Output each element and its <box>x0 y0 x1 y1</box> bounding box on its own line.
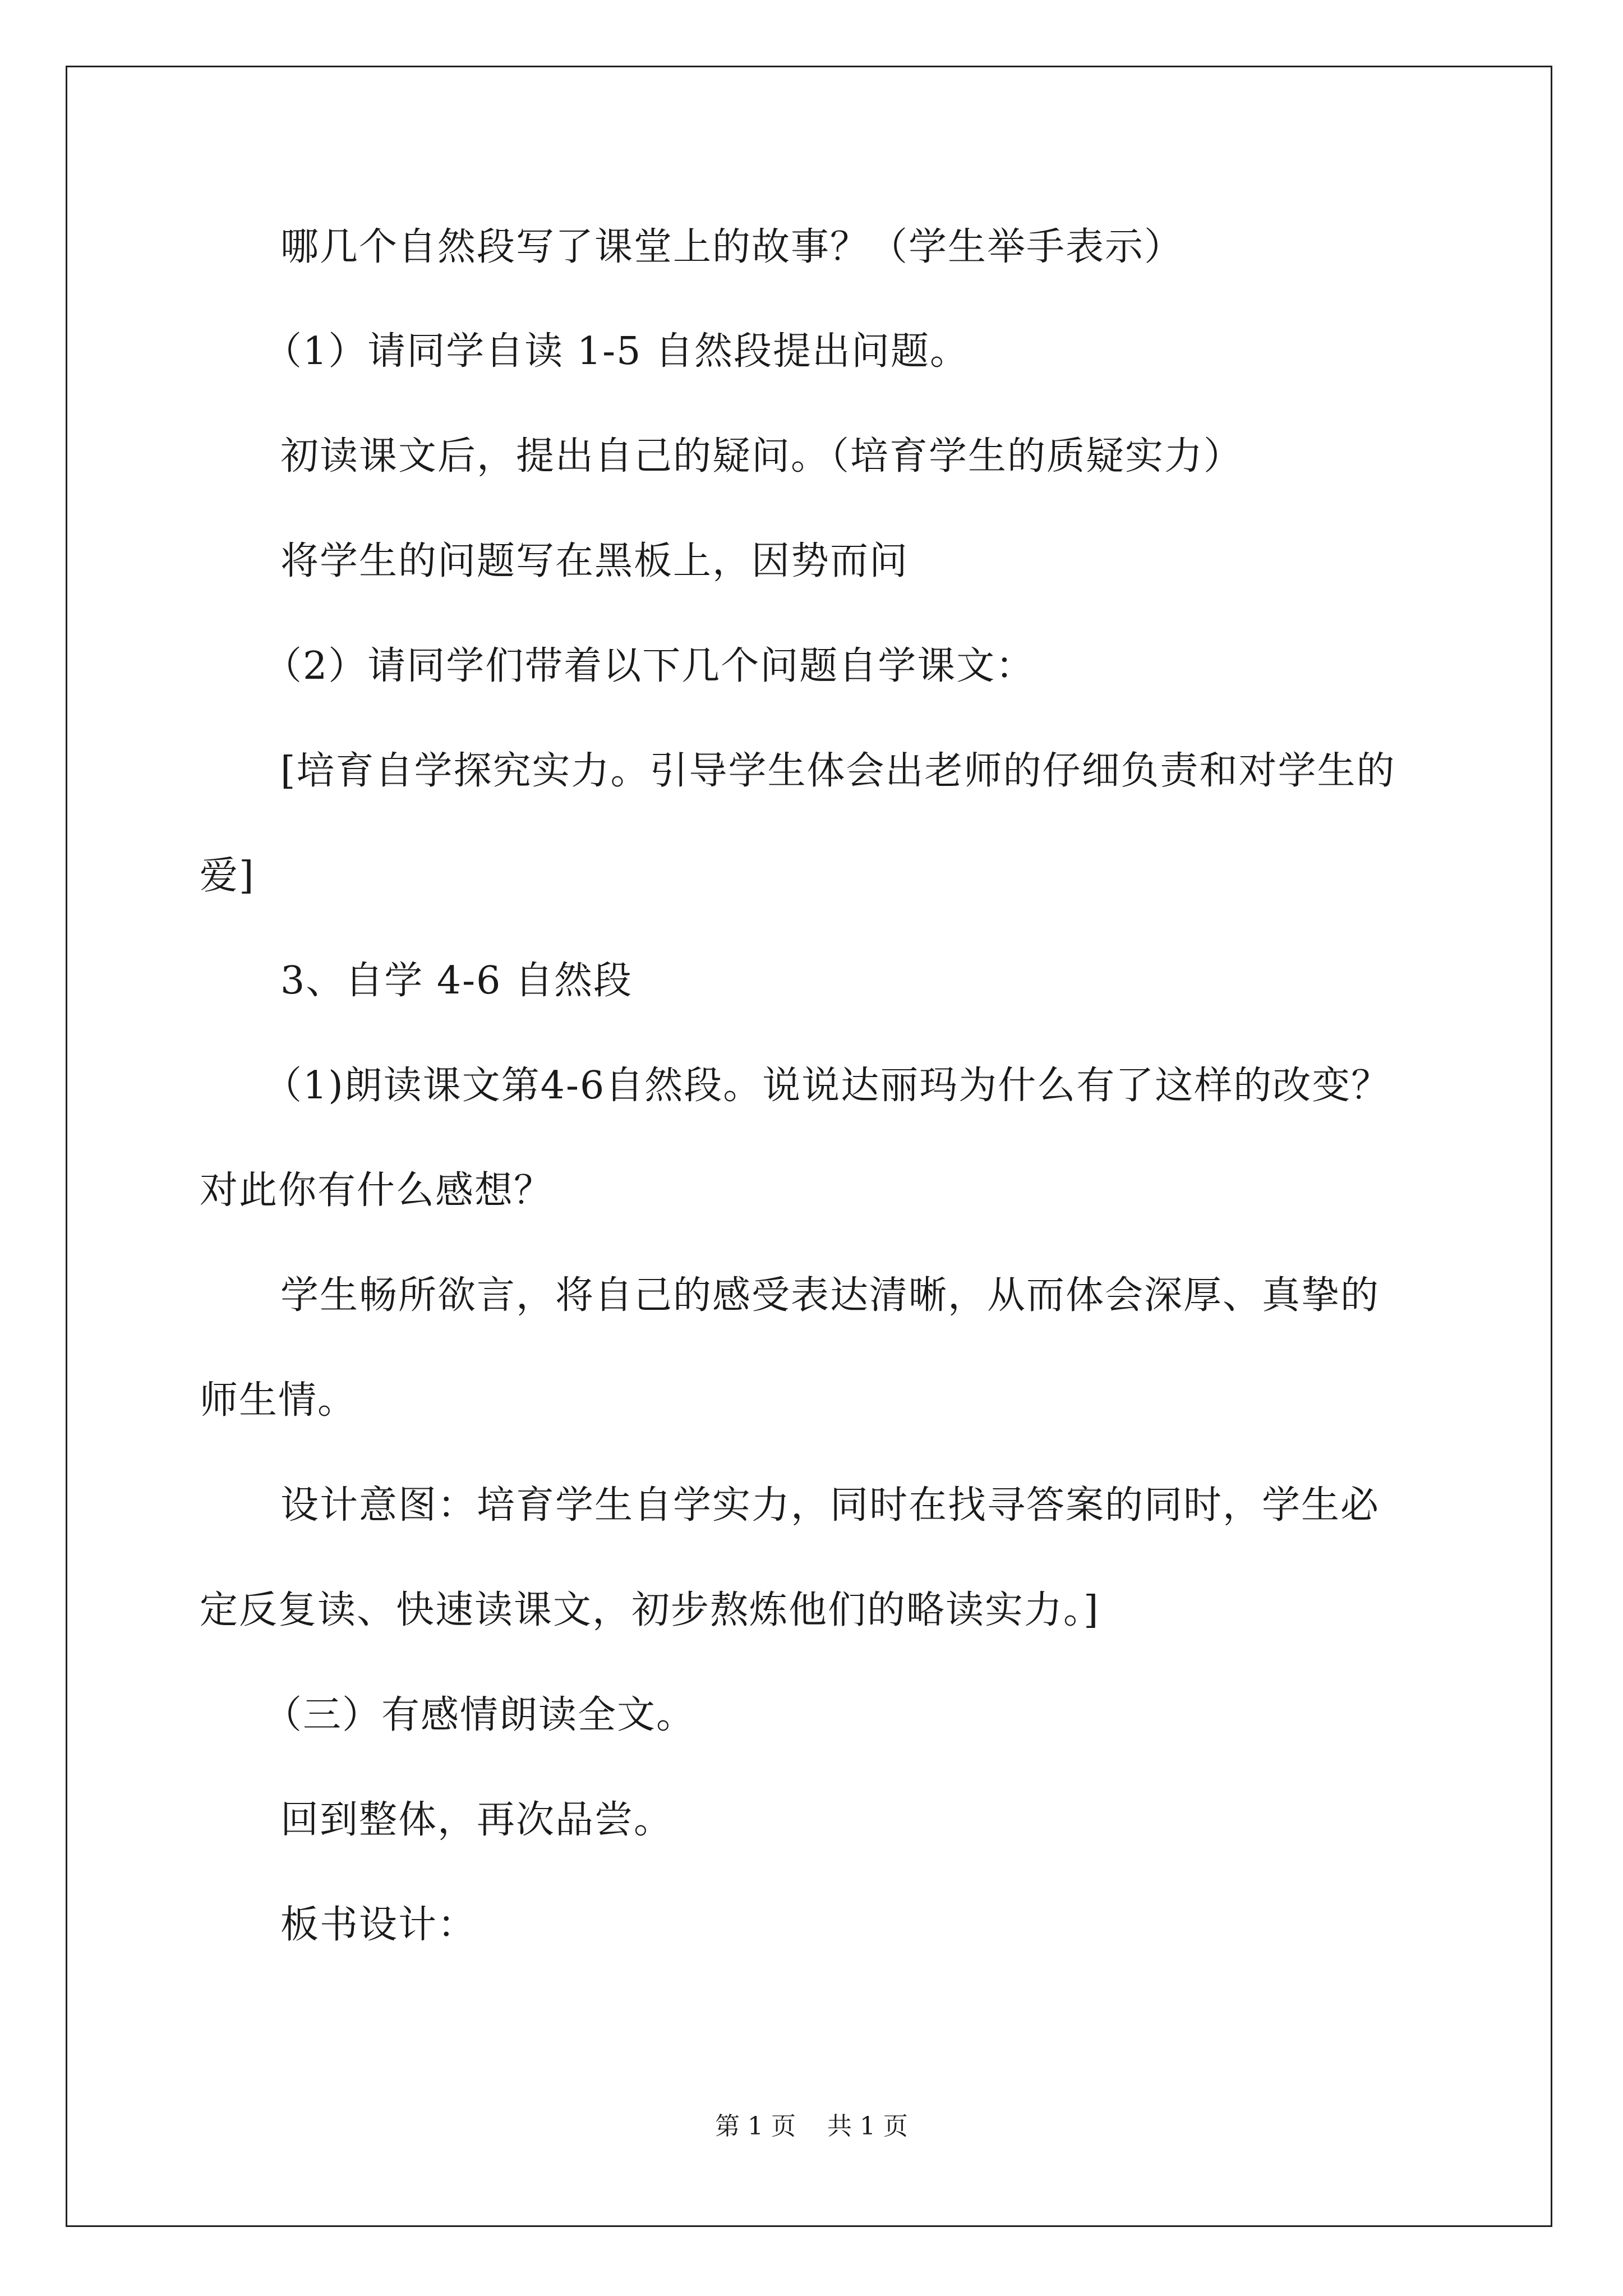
paragraph-line-11: 学生畅所欲言，将自己的感受表达清晰，从而体会深厚、真挚的 <box>280 1273 1380 1318</box>
paragraph-line-16: 回到整体，再次品尝。 <box>280 1798 674 1842</box>
paragraph-line-4: 将学生的问题写在黑板上，因势而问 <box>280 539 909 583</box>
paragraph-line-9: （1)朗读课文第4-6自然段。说说达丽玛为什么有了这样的改变？ <box>264 1064 1391 1108</box>
paragraph-line-1: 哪几个自然段写了课堂上的故事？（学生举手表示） <box>280 225 1184 269</box>
paragraph-line-6: [培育自学探究实力。引导学生体会出老师的仔细负责和对学生的 <box>280 749 1396 793</box>
section-heading-3: 3、自学 4-6 自然段 <box>280 959 633 1003</box>
paragraph-line-14: 定反复读、快速读课文，初步熬炼他们的略读实力。] <box>200 1588 1100 1632</box>
paragraph-line-5: （2）请同学们带着以下几个问题自学课文： <box>264 644 1035 688</box>
paragraph-line-3: 初读课文后，提出自己的疑问。（培育学生的质疑实力） <box>280 434 1243 478</box>
paragraph-line-15: （三）有感情朗读全文。 <box>264 1693 696 1737</box>
paragraph-line-12: 师生情。 <box>200 1378 357 1423</box>
paragraph-line-7: 爱] <box>200 854 255 898</box>
paragraph-line-17: 板书设计： <box>280 1903 477 1947</box>
paragraph-line-10: 对此你有什么感想？ <box>200 1168 554 1213</box>
page-footer: 第 1 页 共 1 页 <box>715 2112 908 2141</box>
paragraph-line-13: 设计意图：培育学生自学实力，同时在找寻答案的同时，学生必 <box>280 1483 1380 1527</box>
paragraph-line-2: （1）请同学自读 1-5 自然段提出问题。 <box>264 329 969 374</box>
